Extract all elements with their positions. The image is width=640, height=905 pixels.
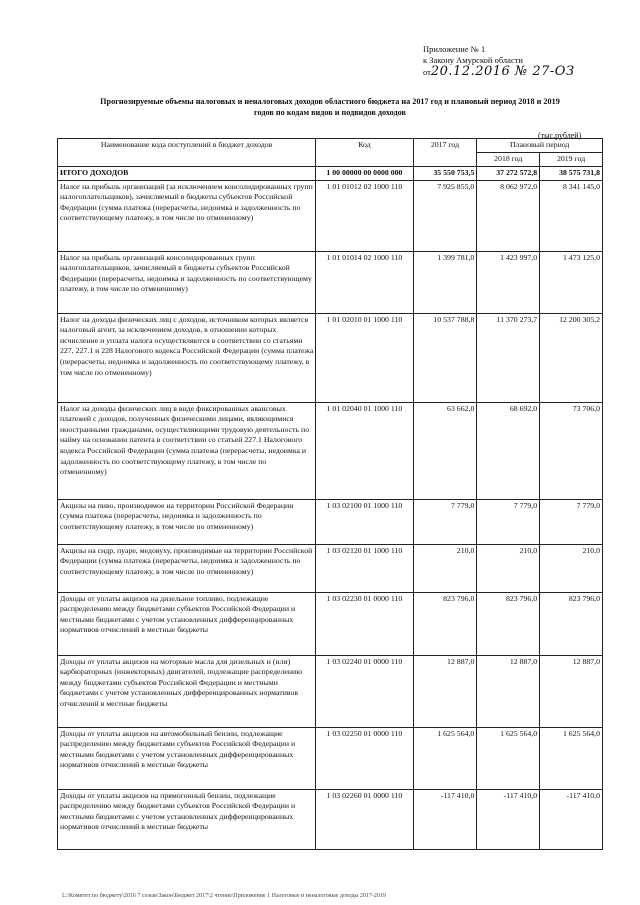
row-2019: 1 625 564,0 xyxy=(540,727,603,789)
title-line-2: годов по кодам видов и подвидов доходов xyxy=(254,108,406,117)
handwritten-date: 20.12.2016 № 27-ОЗ xyxy=(430,64,575,79)
row-2017: 10 537 788,8 xyxy=(413,313,477,402)
row-name: Налог на доходы физических лиц с доходов, источником которых является налоговый агент, за исключением доходов, в отношении которых исчисление и уплата налога осуществляются в соответствии со статьями 227, 227.1 и 228 Налогового кодекса Российской Федерации (сумма платежа (перерасчеты, недоимка и задолженность по соответствующему платежу, в том числе по отмененному) xyxy=(58,313,316,402)
row-2017: 12 887,0 xyxy=(413,655,477,727)
table-row xyxy=(58,789,603,849)
row-code: 1 03 02260 01 0000 110 xyxy=(316,789,413,849)
row-2018: 8 062 972,0 xyxy=(477,180,540,251)
row-2019: 12 887,0 xyxy=(540,655,603,727)
units-label: (тыс.рублей) xyxy=(538,131,582,140)
row-2017: 1 625 564,0 xyxy=(413,727,477,789)
row-code: 1 01 02040 01 1000 110 xyxy=(316,402,413,499)
total-row xyxy=(58,166,603,180)
row-2017: 7 779,0 xyxy=(413,499,477,544)
row-2019: 73 706,0 xyxy=(540,402,603,499)
row-name: Доходы от уплаты акцизов на дизельное топливо, подлежащие распределению между бюджетами субъектов Российской Федерации и местными бюджетами с учетом установленных дифференцированных нормативов отчислений в местные бюджеты xyxy=(58,592,316,655)
row-2019: 8 341 145,0 xyxy=(540,180,603,251)
appendix-date-line xyxy=(423,66,575,78)
row-code: 1 03 02240 01 0000 110 xyxy=(316,655,413,727)
file-path-footer: L:\Комитет по бюджету\2016 7 созыв\Закон\Бюджет 2017\2 чтение\Приложение 1 Налоговые и неналоговые доходы 2017-2019 xyxy=(62,893,386,899)
row-code: 1 03 02250 01 0000 110 xyxy=(316,727,413,789)
appendix-date-prefix: от xyxy=(423,67,431,77)
row-name: Доходы от уплаты акцизов на прямогонный бензин, подлежащие распределению между бюджетами субъектов Российской Федерации и местными бюджетами с учетом установленных дифференцированных нормативов отчислений в местные бюджеты xyxy=(58,789,316,849)
title-line-1: Прогнозируемые объемы налоговых и неналоговых доходов областного бюджета на 2017 год и плановый период 2018 и 2019 xyxy=(100,97,560,106)
row-2018: 7 779,0 xyxy=(477,499,540,544)
row-code: 1 03 02120 01 1000 110 xyxy=(316,544,413,592)
row-2017: 63 662,0 xyxy=(413,402,477,499)
header-2017: 2017 год xyxy=(413,139,477,167)
row-2018: -117 410,0 xyxy=(477,789,540,849)
total-name: ИТОГО ДОХОДОВ xyxy=(58,166,316,180)
total-2017: 35 550 753,5 xyxy=(413,166,477,180)
row-2019: 823 796,0 xyxy=(540,592,603,655)
header-plan-period: Плановый период xyxy=(477,139,603,153)
row-2017: 823 796,0 xyxy=(413,592,477,655)
row-2017: -117 410,0 xyxy=(413,789,477,849)
table-row xyxy=(58,544,603,592)
row-name: Акцизы на сидр, пуаре, медовуху, производимые на территории Российской Федерации (сумма платежа (перерасчеты, недоимка и задолженность по соответствующему платежу, в том числе по отмененному) xyxy=(58,544,316,592)
row-2017: 210,0 xyxy=(413,544,477,592)
appendix-law: к Закону Амурской области xyxy=(423,55,523,65)
total-2018: 37 272 572,8 xyxy=(477,166,540,180)
header-2018: 2018 год xyxy=(477,153,540,167)
total-2019: 38 575 731,8 xyxy=(540,166,603,180)
row-name: Налог на прибыль организаций консолидированных групп налогоплательщиков, зачисляемый в бюджеты субъектов Российской Федерации (перерасчеты, недоимка и задолженность по соответствующему платежу, в том числе по отмененному) xyxy=(58,251,316,313)
appendix-block xyxy=(423,44,575,78)
row-2019: 210,0 xyxy=(540,544,603,592)
table-row xyxy=(58,592,603,655)
row-2019: 7 779,0 xyxy=(540,499,603,544)
row-name: Доходы от уплаты акцизов на моторные масла для дизельных и (или) карбюраторных (инжекторных) двигателей, подлежащие распределению между бюджетами субъектов Российской Федерации и местными бюджетами с учетом установленных дифференцированных нормативов отчислений в местные бюджеты xyxy=(58,655,316,727)
document-title xyxy=(60,96,600,118)
row-name: Налог на прибыль организаций (за исключением консолидированных групп налогоплательщиков), зачисляемый в бюджеты субъектов Российской Федерации (сумма платежа (перерасчеты, недоимка и задолженность по соответствующему платежу, в том числе по отмененному) xyxy=(58,180,316,251)
table-row xyxy=(58,655,603,727)
table-row xyxy=(58,313,603,402)
header-name: Наименование кода поступлений в бюджет доходов xyxy=(58,139,316,167)
table-row xyxy=(58,499,603,544)
total-code: 1 00 00000 00 0000 000 xyxy=(316,166,413,180)
row-2019: 12 200 305,2 xyxy=(540,313,603,402)
row-name: Доходы от уплаты акцизов на автомобильный бензин, подлежащие распределению между бюджетами субъектов Российской Федерации и местными бюджетами с учетом установленных дифференцированных нормативов отчислений в местные бюджеты xyxy=(58,727,316,789)
row-2019: -117 410,0 xyxy=(540,789,603,849)
row-2018: 11 370 273,7 xyxy=(477,313,540,402)
appendix-number: Приложение № 1 xyxy=(423,44,486,54)
row-2017: 7 925 855,0 xyxy=(413,180,477,251)
row-code: 1 01 01012 02 1000 110 xyxy=(316,180,413,251)
revenue-table xyxy=(57,138,603,850)
row-2017: 1 399 781,0 xyxy=(413,251,477,313)
table-row xyxy=(58,727,603,789)
row-code: 1 01 02010 01 1000 110 xyxy=(316,313,413,402)
row-2018: 823 796,0 xyxy=(477,592,540,655)
header-code: Код xyxy=(316,139,413,167)
table-row xyxy=(58,251,603,313)
row-2018: 68 692,0 xyxy=(477,402,540,499)
row-2018: 1 625 564,0 xyxy=(477,727,540,789)
row-2018: 1 423 997,0 xyxy=(477,251,540,313)
row-name: Акцизы на пиво, производимое на территории Российской Федерации (сумма платежа (перерасчеты, недоимка и задолженность по соответствующему платежу, в том числе по отмененному) xyxy=(58,499,316,544)
table-row xyxy=(58,180,603,251)
row-code: 1 01 01014 02 1000 110 xyxy=(316,251,413,313)
header-2019: 2019 год xyxy=(540,153,603,167)
row-2018: 210,0 xyxy=(477,544,540,592)
row-2018: 12 887,0 xyxy=(477,655,540,727)
row-code: 1 03 02230 01 0000 110 xyxy=(316,592,413,655)
table-row xyxy=(58,402,603,499)
row-code: 1 03 02100 01 1000 110 xyxy=(316,499,413,544)
row-2019: 1 473 125,0 xyxy=(540,251,603,313)
row-name: Налог на доходы физических лиц в виде фиксированных авансовых платежей с доходов, полученных физическими лицами, являющимися иностранными гражданами, осуществляющими трудовую деятельность по найму на основании патента в соответствии со статьей 227.1 Налогового кодекса Российской Федерации (сумма платежа (перерасчеты, недоимка и задолженность по соответствующему платежу, в том числе по отмененному) xyxy=(58,402,316,499)
